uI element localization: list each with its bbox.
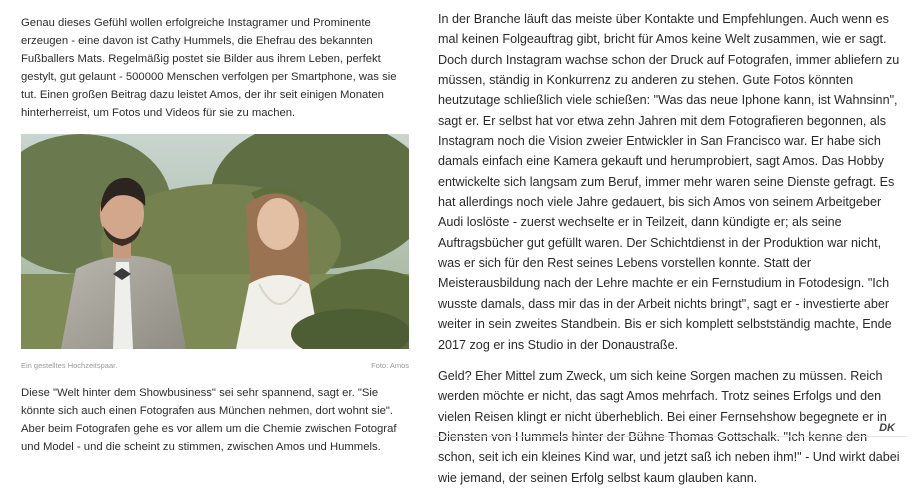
divider-line xyxy=(433,436,907,437)
image-caption: Ein gestelltes Hochzeitspaar. xyxy=(21,361,118,370)
wedding-couple-photo xyxy=(21,134,409,349)
image-credit: Foto: Amos xyxy=(371,361,409,370)
author-signature: DK xyxy=(879,422,895,434)
wedding-couple-illustration xyxy=(21,134,409,349)
after-image-paragraph: Diese "Welt hinter dem Showbusiness" sei sehr spannend, sagt er. "Sie könnte sich auch einen Fotografen aus München nehmen, dort wohnt sie". Aber beim Fotografen gehe es vor allem um die Chemie zwischen Fotograf und Model - und die scheint zu stimmen, zwischen Amos und Hummels. xyxy=(21,387,397,453)
right-paragraph-2: Geld? Eher Mittel zum Zweck, um sich keine Sorgen machen zu müssen. Reich werden möchte er nicht, das sagt Amos mehrfach. Trotz seines Erfolgs und den vielen Reisen klingt er nicht überheblich. Bei einer Fernsehshow begegnete er in schon, seit ich ein kleines Kind war, und jetzt saß ich neben ihm!" - Und wirkt dabei wie jemand, der seinen Erfolg selbst kaum glauben kann. xyxy=(438,368,900,485)
image-caption-row xyxy=(21,361,409,370)
left-column xyxy=(21,14,413,456)
right-column xyxy=(438,9,900,488)
intro-paragraph: Genau dieses Gefühl wollen erfolgreiche Instagramer und Prominente erzeugen - eine davon ist Cathy Hummels, die Ehefrau des bekannten Fußballers Mats. Regelmäßig postet sie Bilder aus ihrem Leben, perfekt gestylt, gut gelaunt - 500000 Menschen verfolgen per Smartphone, was sie tut. Einen großen Beitrag dazu leistet Amos, der ihr seit einigen Monaten hinterherreist, um Fotos und Videos für sie zu machen. xyxy=(21,17,397,119)
right-paragraph-1: In der Branche läuft das meiste über Kontakte und Empfehlungen. Auch wenn es mal keinen Folgeauftrag gibt, bricht für Amos keine Welt zusammen, wie er sagt. Doch durch Instagram wachse schon der Druck auf Fotografen, immer abliefern zu müssen, ständig in Konkurrenz zu anderen zu stehen. Gute Fotos könnten heutzutage schließlich viele schießen: "Was das neue Iphone kann, ist Wahnsinn", sagt er. Er selbst hat vor etwa zehn Jahren mit dem Fotografieren begonnen, als Instagram noch die Vision zweier Entwickler in San Francisco war. Er habe sich damals einfach eine Kamera gekauft und herumprobiert, sagt Amos. Das Hobby entwickelte sich langsam zum Beruf, immer mehr waren seine Dienste gefragt. Es hat allerdings noch viele Jahre gedauert, bis sich Amos von seinem Arbeitgeber Audi loslöste - zuerst wechselte er in Teilzeit, dann kündigte er; als seine Auftragsbücher gut gefüllt waren. Der Schichtdienst in der Produktion war nicht, was er sich für den Rest seines Lebens vorstellen konnte. Statt der Meisterausbildung nach der Lehre machte er ein Fernstudium in Fotodesign. "Ich wusste damals, dass mir das in der Arbeit nichts bringt", sagt er - investierte aber weiter in sein zweites Standbein. Bis er sich komplett selbstständig machte, Ende 2017 zog er ins Studio in der Donaustraße. xyxy=(438,12,900,352)
